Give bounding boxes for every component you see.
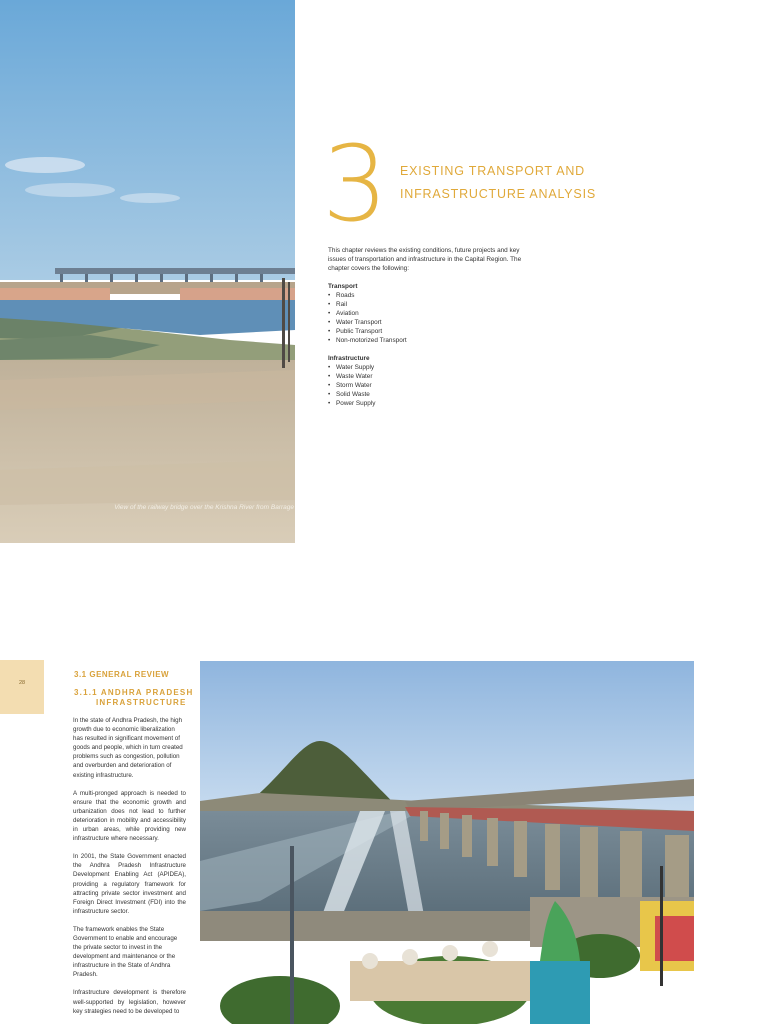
infrastructure-item: • Waste Water bbox=[328, 372, 375, 381]
chapter-title bbox=[400, 160, 660, 206]
transport-list bbox=[328, 282, 407, 345]
transport-item: • Roads bbox=[328, 291, 407, 300]
photo-caption: View of the railway bridge over the Krishna River from Barrage bbox=[114, 504, 294, 511]
paragraph: In 2001, the State Government enacted the Andhra Pradesh Infrastructure Development Enabling Act (APIDEA), providing a regulatory framework for attracting private sector investment and Foreign Direct Investment (FDI) into the infrastructure sector. bbox=[73, 853, 186, 915]
body-text bbox=[73, 716, 186, 1025]
chapter-title-line1: EXISTING TRANSPORT AND bbox=[400, 164, 586, 178]
transport-item: • Aviation bbox=[328, 309, 407, 318]
transport-item: • Non-motorized Transport bbox=[328, 336, 407, 345]
section-heading: 3.1 GENERAL REVIEW bbox=[74, 670, 170, 679]
paragraph: In the state of Andhra Pradesh, the high growth due to economic liberalization has resulted in significant movement of goods and people, which in turn created problems such as congestion, pollution and overburden and deterioration of existing infrastructure. bbox=[73, 717, 183, 779]
paragraph: The framework enables the State Government to enable and encourage the private sector to invest in the development and maintenance or the infrastructure in the State of Andhra Pradesh. bbox=[73, 925, 178, 979]
paragraph: A multi-pronged approach is needed to ensure that the economic growth and urbanization does not lead to further deterioration in mobility and accessibility in urban areas, while providing new infrastructure where necessary. bbox=[73, 789, 186, 843]
infrastructure-list bbox=[328, 354, 375, 408]
barrage-photo bbox=[200, 661, 694, 1024]
page-number-tab bbox=[0, 660, 44, 714]
transport-item: • Water Transport bbox=[328, 318, 407, 327]
paragraph: Infrastructure development is therefore well-supported by legislation, however key strategies need to be developed to bbox=[73, 989, 186, 1015]
subsection-heading bbox=[74, 688, 204, 708]
infrastructure-item: • Power Supply bbox=[328, 399, 375, 408]
subsection-heading-line2: INFRASTRUCTURE bbox=[96, 698, 187, 707]
infrastructure-item: • Storm Water bbox=[328, 381, 375, 390]
subsection-heading-line1: 3.1.1 ANDHRA PRADESH bbox=[74, 688, 194, 697]
transport-item: • Public Transport bbox=[328, 327, 407, 336]
infrastructure-item: • Solid Waste bbox=[328, 390, 375, 399]
transport-item: • Rail bbox=[328, 300, 407, 309]
transport-heading: Transport bbox=[328, 283, 358, 290]
infrastructure-heading: Infrastructure bbox=[328, 355, 370, 362]
railway-bridge-photo bbox=[0, 0, 295, 543]
chapter-number: 3 bbox=[322, 123, 389, 245]
page-number: 28 bbox=[18, 680, 26, 686]
chapter-intro: This chapter reviews the existing conditions, future projects and key issues of transportation and infrastructure in the Capital Region. The chapter covers the following: bbox=[328, 247, 522, 272]
infrastructure-item: • Water Supply bbox=[328, 363, 375, 372]
chapter-title-line2: INFRASTRUCTURE ANALYSIS bbox=[400, 187, 596, 201]
